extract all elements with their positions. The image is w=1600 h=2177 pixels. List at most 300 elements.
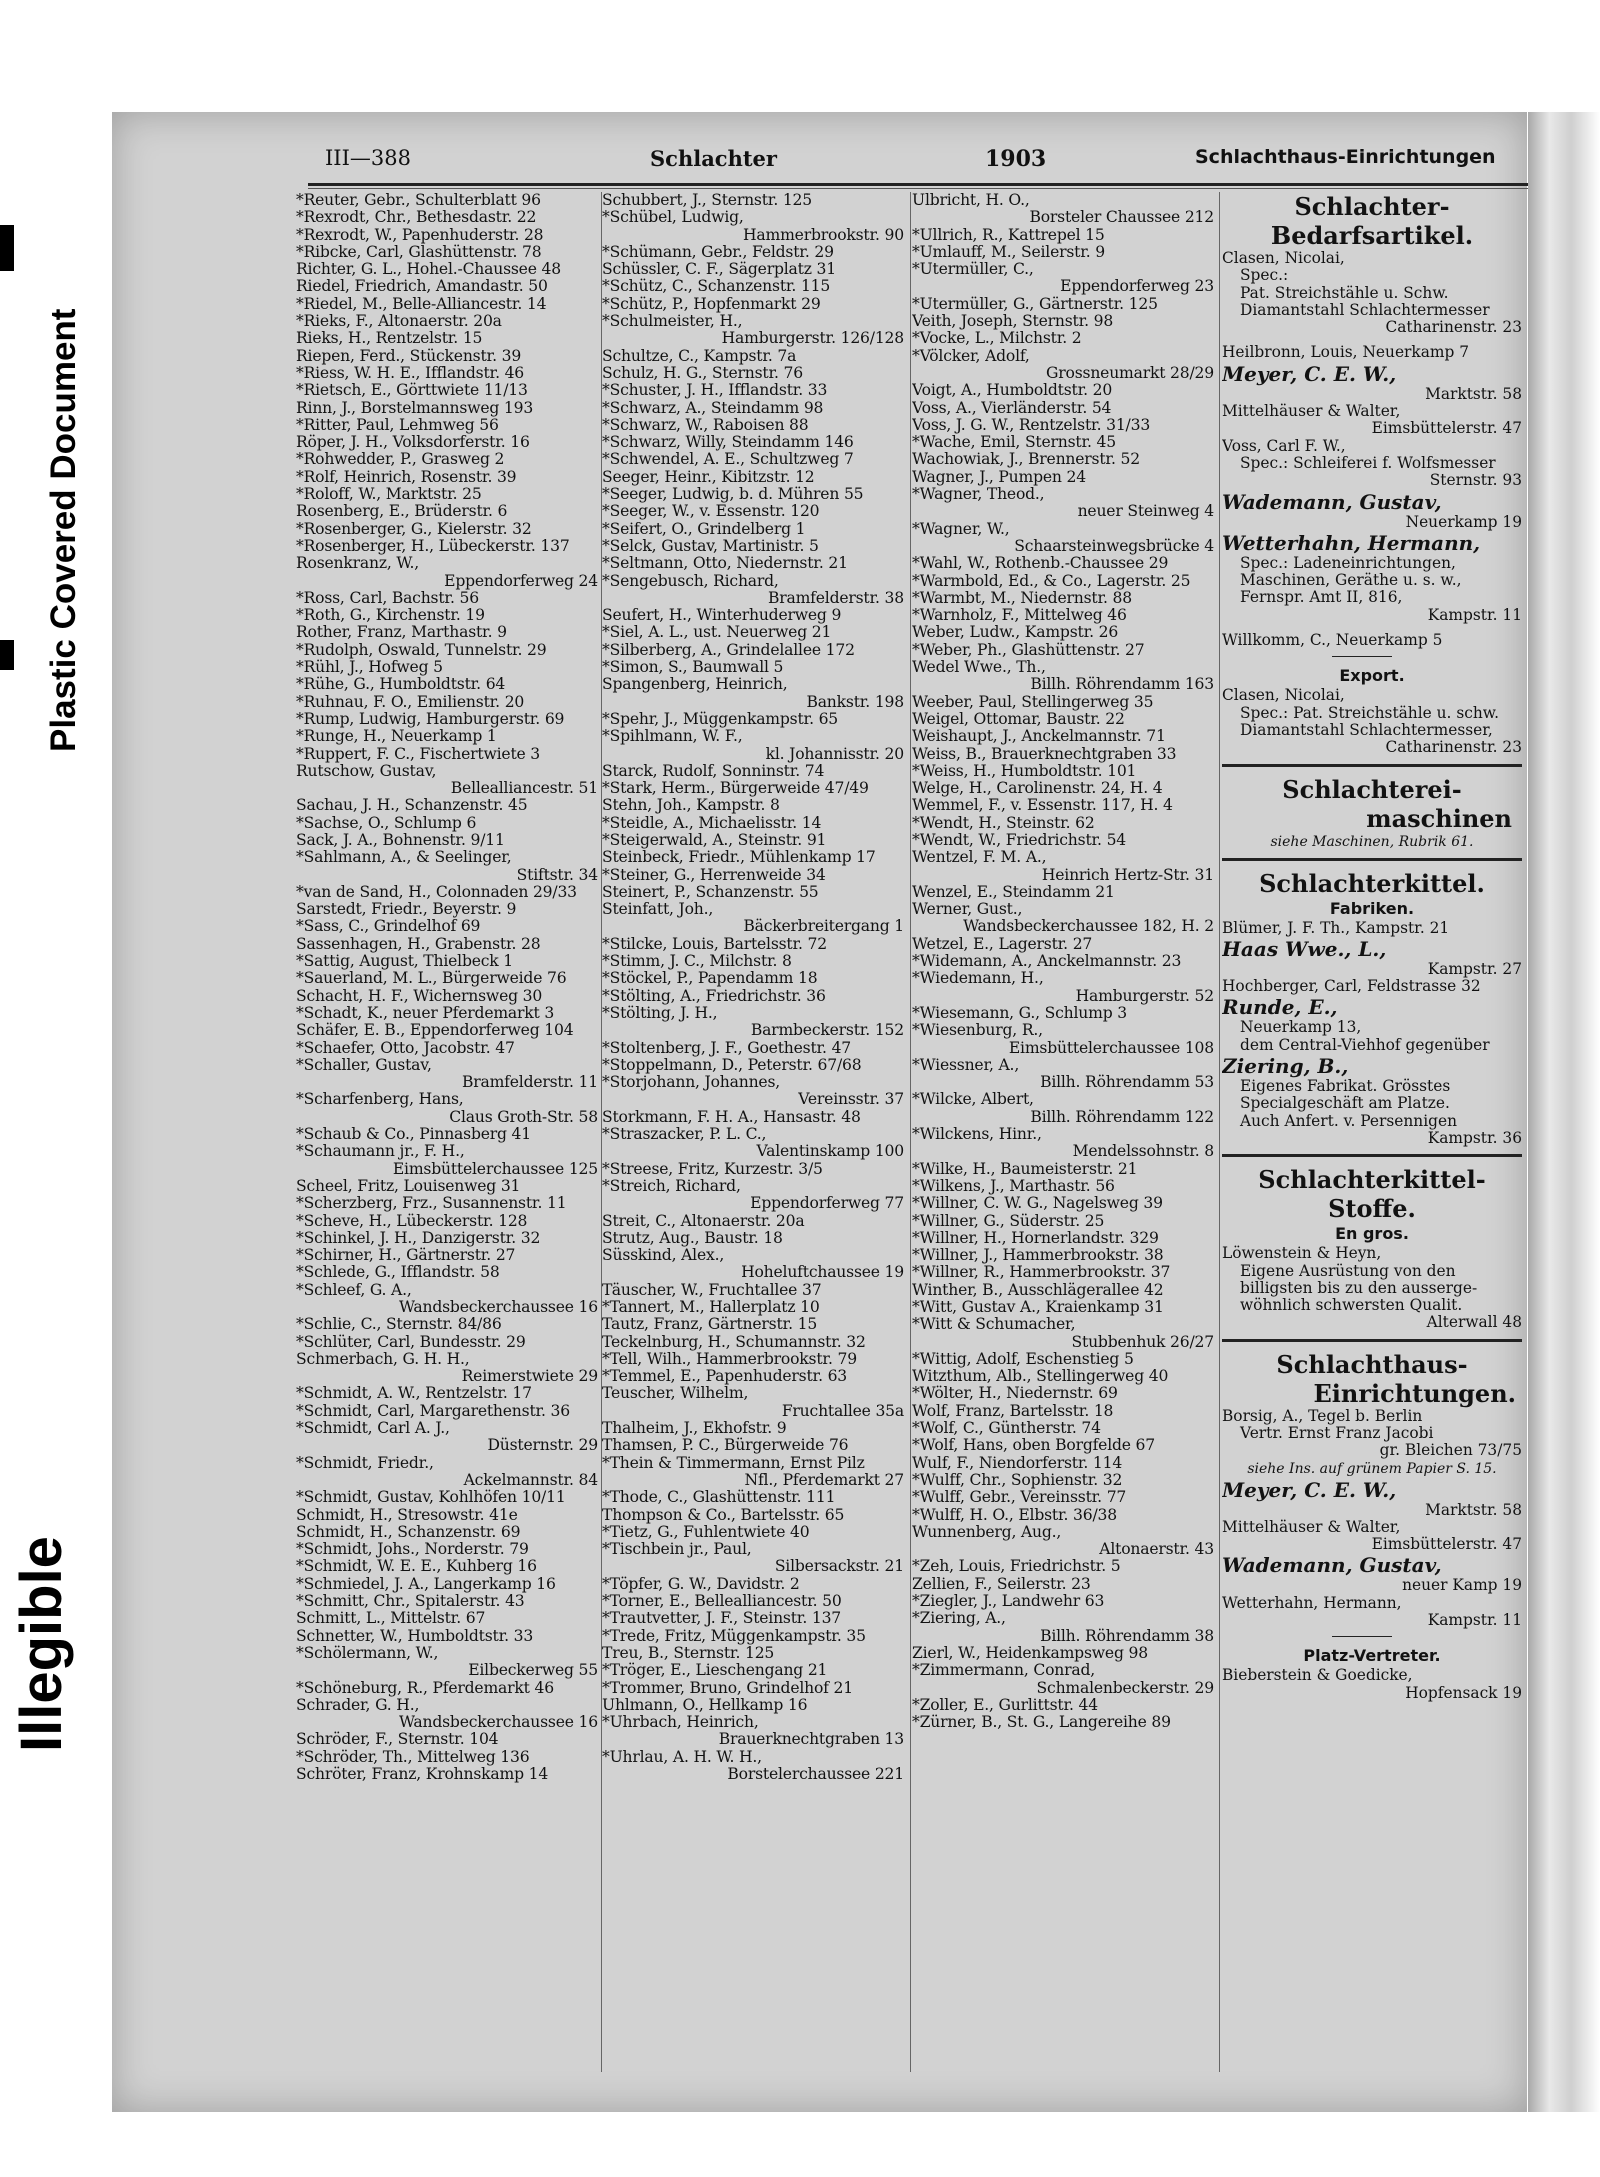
directory-entry: Eppendorferweg 77 — [750, 1195, 904, 1213]
directory-entry: *Stark, Herm., Bürgerweide 47/49 — [602, 780, 869, 798]
directory-column-1 — [296, 192, 602, 2072]
ad-line: Wademann, Gustav, — [1222, 1553, 1442, 1578]
directory-entry: Weeber, Paul, Stellingerweg 35 — [912, 693, 1154, 711]
directory-entry: Bellealliancestr. 51 — [450, 780, 598, 798]
directory-entry: *Temmel, E., Papenhuderstr. 63 — [602, 1368, 848, 1386]
page-header — [210, 146, 1550, 176]
ad-maschinen — [1222, 775, 1522, 851]
ad-subheading: Export. — [1339, 666, 1405, 686]
directory-entry: Billh. Röhrendamm 53 — [1040, 1074, 1214, 1092]
directory-entry: Sachau, J. H., Schanzenstr. 45 — [296, 797, 528, 815]
directory-entry: Werner, Gust., — [912, 901, 1023, 919]
directory-entry: Schmitt, L., Mittelstr. 67 — [296, 1610, 486, 1628]
directory-entry: *Steigerwald, A., Steinstr. 91 — [602, 831, 827, 849]
directory-entry: *Schlüter, Carl, Bundesstr. 29 — [296, 1333, 526, 1351]
ad-line: Vertr. Ernst Franz Jacobi — [1240, 1424, 1434, 1442]
ad-line: Wademann, Gustav, — [1222, 489, 1442, 514]
directory-entry: *Ritter, Paul, Lehmweg 56 — [296, 416, 499, 434]
directory-entry: *Storjohann, Johannes, — [602, 1074, 781, 1092]
directory-entry: *Schwarz, Willy, Steindamm 146 — [602, 434, 854, 452]
directory-entry: Reimerstwiete 29 — [461, 1368, 598, 1386]
directory-entry: neuer Steinweg 4 — [1077, 503, 1214, 521]
directory-entry: Schultze, C., Kampstr. 7a — [602, 347, 797, 365]
directory-entry: *Schmidt, W. E. E., Kuhberg 16 — [296, 1558, 537, 1576]
directory-entry: *Roth, G., Kirchenstr. 19 — [296, 607, 485, 625]
directory-entry: *Wilke, H., Baumeisterstr. 21 — [912, 1160, 1138, 1178]
plastic-covered-label: Plastic Covered Document — [44, 308, 83, 752]
directory-entry: Richter, G. L., Hohel.-Chaussee 48 — [296, 261, 561, 279]
directory-entry: *Schinkel, J. H., Danzigerstr. 32 — [296, 1229, 541, 1247]
ad-schlachthaus-einrichtungen — [1222, 1350, 1522, 1702]
ad-divider — [1222, 858, 1522, 861]
directory-entry: Seeger, Heinr., Kibitzstr. 12 — [602, 468, 815, 486]
directory-entry: *Rohwedder, P., Grasweg 2 — [296, 451, 505, 469]
directory-entry: *Weiss, H., Humboldtstr. 101 — [912, 762, 1137, 780]
ad-line: neuer Kamp 19 — [1402, 1577, 1522, 1595]
ad-line: Eigene Ausrüstung von den — [1240, 1262, 1456, 1280]
directory-entry: *Wulff, Chr., Sophienstr. 32 — [912, 1471, 1123, 1489]
directory-entry: *Rump, Ludwig, Hamburgerstr. 69 — [296, 710, 565, 728]
ad-line: Diamantstahl Schlachtermesser — [1240, 301, 1490, 319]
directory-entry: Bankstr. 198 — [806, 693, 904, 711]
directory-entry: *Rexrodt, W., Papenhuderstr. 28 — [296, 226, 544, 244]
ad-line: gr. Bleichen 73/75 — [1379, 1442, 1522, 1460]
directory-entry: Schmalenbeckerstr. 29 — [1036, 1679, 1214, 1697]
directory-entry: *Wagner, Theod., — [912, 486, 1045, 504]
directory-entry: Hammerbrookstr. 90 — [743, 226, 904, 244]
directory-entry: *Utermüller, C., — [912, 261, 1034, 279]
directory-entry: *Ziering, A., — [912, 1610, 1006, 1628]
ad-line: Pat. Streichstähle u. Schw. — [1240, 284, 1449, 302]
directory-entry: *Wiedemann, H., — [912, 970, 1044, 988]
directory-entry: *Schwarz, W., Raboisen 88 — [602, 416, 809, 434]
directory-entry: *Seeger, W., v. Essenstr. 120 — [602, 503, 820, 521]
directory-entry: Hamburgerstr. 126/128 — [721, 330, 904, 348]
directory-entry: *Ullrich, R., Kattrepel 15 — [912, 226, 1105, 244]
directory-entry: Welge, H., Carolinenstr. 24, H. 4 — [912, 780, 1163, 798]
directory-entry: *Roloff, W., Marktstr. 25 — [296, 486, 482, 504]
directory-entry: Täuscher, W., Fruchtallee 37 — [602, 1281, 822, 1299]
directory-entry: Eilbeckerweg 55 — [468, 1662, 598, 1680]
directory-entry: *Zoller, E., Gurlittstr. 44 — [912, 1696, 1098, 1714]
cut-off-glyph — [0, 640, 14, 670]
directory-entry: *Steidle, A., Michaelisstr. 14 — [602, 814, 822, 832]
ad-line: Neuerkamp 13, — [1240, 1019, 1362, 1037]
ad-line: Specialgeschäft am Platze. — [1240, 1095, 1450, 1113]
directory-entry: Wandsbeckerchaussee 16 — [398, 1299, 598, 1316]
short-divider — [1332, 1636, 1392, 1637]
directory-entry: Eppendorferweg 23 — [1060, 278, 1214, 296]
ad-line: Clasen, Nicolai, — [1222, 250, 1345, 267]
ad-line: Sternstr. 93 — [1429, 472, 1522, 490]
directory-entry: *Siel, A. L., ust. Neuerweg 21 — [602, 624, 832, 642]
directory-entry: *Schröder, Th., Mittelweg 136 — [296, 1748, 530, 1766]
directory-entry: Stubbenhuk 26/27 — [1071, 1333, 1214, 1351]
ad-heading: Stoffe. — [1328, 1194, 1416, 1224]
directory-entry: Altonaerstr. 43 — [1099, 1541, 1214, 1559]
directory-entry: *van de Sand, H., Colonnaden 29/33 — [296, 883, 577, 901]
directory-entry: *Schulmeister, H., — [602, 313, 743, 331]
ad-line: Diamantstahl Schlachtermesser, — [1240, 721, 1493, 739]
directory-entry: Schäfer, E. B., Eppendorferweg 104 — [296, 1022, 574, 1040]
ad-line: Wetterhahn, Hermann, — [1222, 1594, 1402, 1612]
directory-entry: *Schwarz, A., Steindamm 98 — [602, 399, 824, 417]
directory-entry: *Thode, C., Glashüttenstr. 111 — [602, 1489, 836, 1507]
ad-line: billigsten bis zu den ausserge- — [1240, 1279, 1478, 1297]
directory-entry: *Stölting, J. H., — [602, 1004, 718, 1022]
directory-entry: *Sengebusch, Richard, — [602, 572, 779, 590]
ad-line: Meyer, C. E. W., — [1222, 361, 1397, 386]
directory-column-2 — [602, 192, 908, 2072]
directory-entry: *Wilkens, J., Marthastr. 56 — [912, 1177, 1115, 1195]
directory-entry: Ackelmannstr. 84 — [463, 1471, 598, 1489]
ad-line: dem Central-Viehhof gegenüber — [1240, 1036, 1490, 1054]
ad-line: Eimsbüttelerstr. 47 — [1371, 420, 1522, 438]
page-edge-shadow — [1528, 112, 1600, 2112]
ad-line: Bieberstein & Goedicke, — [1222, 1667, 1413, 1685]
header-rule-thin — [308, 188, 1528, 189]
directory-entry: Claus Groth-Str. 58 — [449, 1108, 598, 1126]
directory-entry: Wagner, J., Pumpen 24 — [912, 468, 1086, 486]
directory-entry: Schacht, H. F., Wichernsweg 30 — [296, 987, 543, 1005]
directory-entry: Wandsbeckerchaussee 182, H. 2 — [963, 918, 1214, 936]
directory-entry: *Seeger, Ludwig, b. d. Mühren 55 — [602, 486, 864, 504]
directory-entry: *Sahlmann, A., & Seelinger, — [296, 849, 512, 867]
directory-entry: *Schmiedel, J. A., Langerkamp 16 — [296, 1575, 556, 1593]
directory-entry: Steinfatt, Joh., — [602, 901, 714, 919]
directory-entry: *Willner, C. W. G., Nagelsweg 39 — [912, 1195, 1163, 1213]
directory-entry: *Schadt, K., neuer Pferdemarkt 3 — [296, 1004, 555, 1022]
directory-entry: *Willner, G., Süderstr. 25 — [912, 1212, 1105, 1230]
directory-entry: *Stöckel, P., Papendamm 18 — [602, 970, 818, 988]
ad-subheading: Platz-Vertreter. — [1303, 1646, 1441, 1666]
directory-entry: *Wiessner, A., — [912, 1056, 1020, 1074]
directory-entry: *Thein & Timmermann, Ernst Pilz — [602, 1454, 865, 1472]
directory-entry: *Schöneburg, R., Pferdemarkt 46 — [296, 1679, 554, 1697]
directory-entry: Scheel, Fritz, Louisenweg 31 — [296, 1177, 521, 1195]
directory-entry: *Scherzberg, Frz., Susannenstr. 11 — [296, 1195, 567, 1213]
directory-entry: Wedel Wwe., Th., — [912, 659, 1046, 677]
directory-entry: *Straszacker, P. L. C., — [602, 1126, 767, 1144]
directory-entry: *Wölter, H., Niedernstr. 69 — [912, 1385, 1118, 1403]
directory-entry: *Schaller, Gustav, — [296, 1056, 432, 1074]
directory-entry: *Torner, E., Bellealliancestr. 50 — [602, 1593, 842, 1611]
directory-entry: *Streich, Richard, — [602, 1177, 741, 1195]
directory-entry: *Schmidt, Carl A. J., — [296, 1420, 450, 1438]
directory-entry: *Scharfenberg, Hans, — [296, 1091, 464, 1109]
directory-entry: Veith, Joseph, Sternstr. 98 — [912, 313, 1114, 331]
directory-entry: Schüssler, C. F., Sägerplatz 31 — [602, 261, 836, 279]
directory-entry: Rosenberg, E., Brüderstr. 6 — [296, 503, 508, 521]
directory-entry: Wetzel, E., Lagerstr. 27 — [912, 935, 1093, 953]
directory-entry: *Stoltenberg, J. F., Goethestr. 47 — [602, 1039, 852, 1057]
directory-entry: *Ruppert, F. C., Fischertwiete 3 — [296, 745, 541, 763]
directory-entry: Schmerbach, G. H. H., — [296, 1350, 470, 1368]
directory-entry: *Wulff, H. O., Elbstr. 36/38 — [912, 1506, 1117, 1524]
directory-entry: Silbersackstr. 21 — [774, 1558, 904, 1576]
ad-line: Kampstr. 11 — [1427, 1612, 1522, 1630]
directory-entry: *Rühe, G., Humboldtstr. 64 — [296, 676, 506, 694]
directory-entry: Eimsbüttelerchaussee 108 — [1008, 1039, 1214, 1057]
directory-entry: *Rietsch, E., Görttwiete 11/13 — [296, 382, 528, 400]
directory-entry: *Trommer, Bruno, Grindelhof 21 — [602, 1679, 853, 1697]
directory-entry: *Reuter, Gebr., Schulterblatt 96 — [296, 192, 541, 209]
ad-line: Spec.: — [1240, 267, 1289, 285]
directory-entry: Riepen, Ferd., Stückenstr. 39 — [296, 347, 522, 365]
directory-entry: Schulz, H. G., Sternstr. 76 — [602, 364, 803, 382]
directory-entry: *Willner, R., Hammerbrookstr. 37 — [912, 1264, 1171, 1282]
directory-entry: *Stoppelmann, D., Peterstr. 67/68 — [602, 1056, 862, 1074]
directory-entry: Tautz, Franz, Gärtnerstr. 15 — [602, 1316, 818, 1334]
directory-entry: *Sachse, O., Schlump 6 — [296, 814, 477, 832]
directory-entry: *Rühl, J., Hofweg 5 — [296, 659, 443, 677]
directory-entry: Wemmel, F., v. Essenstr. 117, H. 4 — [912, 797, 1173, 815]
advertisement-column — [1222, 192, 1522, 2072]
directory-entry: Starck, Rudolf, Sonninstr. 74 — [602, 762, 825, 780]
directory-entry: *Wiesenburg, R., — [912, 1022, 1043, 1040]
directory-entry: Thompson & Co., Bartelsstr. 65 — [602, 1506, 845, 1524]
directory-entry: *Umlauff, M., Seilerstr. 9 — [912, 243, 1106, 261]
directory-entry: *Schmidt, Gustav, Kohlhöfen 10/11 — [296, 1489, 566, 1507]
ad-line: Ziering, B., — [1222, 1054, 1349, 1079]
directory-entry: *Stölting, A., Friedrichstr. 36 — [602, 987, 826, 1005]
ad-line: Runde, E., — [1222, 995, 1338, 1020]
directory-entry: Rosenkranz, W., — [296, 555, 419, 573]
ad-divider — [1222, 1339, 1522, 1342]
directory-entry: Wenzel, E., Steindamm 21 — [912, 883, 1115, 901]
directory-entry: *Wolf, C., Güntherstr. 74 — [912, 1420, 1101, 1438]
ad-line: Marktstr. 58 — [1425, 1501, 1522, 1519]
directory-entry: *Zürner, B., St. G., Langereihe 89 — [912, 1714, 1171, 1732]
directory-entry: Valentinskamp 100 — [756, 1143, 904, 1161]
directory-entry: *Utermüller, G., Gärtnerstr. 125 — [912, 295, 1158, 313]
directory-entry: Eimsbüttelerchaussee 125 — [392, 1160, 598, 1178]
directory-entry: *Widemann, A., Anckelmannstr. 23 — [912, 953, 1182, 971]
header-title: Schlachter — [650, 146, 777, 171]
directory-entry: *Schmidt, Carl, Margarethenstr. 36 — [296, 1402, 571, 1420]
ad-note: siehe Maschinen, Rubrik 61. — [1270, 833, 1474, 850]
directory-entry: *Zeh, Louis, Friedrichstr. 5 — [912, 1558, 1121, 1576]
directory-entry: Nfl., Pferdemarkt 27 — [744, 1471, 904, 1489]
directory-entry: *Ziegler, J., Landwehr 63 — [912, 1593, 1105, 1611]
ad-line: Willkomm, C., Neuerkamp 5 — [1222, 632, 1443, 650]
directory-entry: *Weber, Ph., Glashüttenstr. 27 — [912, 641, 1145, 659]
directory-entry: Riedel, Friedrich, Amandastr. 50 — [296, 278, 548, 296]
directory-entry: Heinrich Hertz-Str. 31 — [1041, 866, 1214, 884]
directory-entry: *Warmbt, M., Niedernstr. 88 — [912, 589, 1132, 607]
directory-entry: Düsternstr. 29 — [487, 1437, 598, 1455]
directory-entry: *Simon, S., Baumwall 5 — [602, 659, 784, 677]
ad-line: Catharinenstr. 23 — [1385, 319, 1522, 337]
directory-entry: *Schaub & Co., Pinnasberg 41 — [296, 1126, 531, 1144]
directory-entry: *Schlede, G., Ifflandstr. 58 — [296, 1264, 500, 1282]
ad-line: Hopfensack 19 — [1405, 1684, 1522, 1702]
ad-line: Kampstr. 36 — [1427, 1129, 1522, 1147]
ad-line: Mittelhäuser & Walter, — [1222, 1518, 1401, 1536]
directory-entry: *Schmidt, Friedr., — [296, 1454, 434, 1472]
directory-entry: Ulbricht, H. O., — [912, 192, 1030, 209]
directory-entry: Schubbert, J., Sternstr. 125 — [602, 192, 813, 209]
directory-entry: *Wolf, Hans, oben Borgfelde 67 — [912, 1437, 1156, 1455]
header-year: 1903 — [985, 146, 1047, 172]
ad-line: Mittelhäuser & Walter, — [1222, 403, 1401, 421]
directory-entry: *Wache, Emil, Sternstr. 45 — [912, 434, 1116, 452]
directory-entry: *Rieks, F., Altonaerstr. 20a — [296, 313, 502, 331]
directory-entry: *Sattig, August, Thielbeck 1 — [296, 953, 514, 971]
directory-entry: *Tröger, E., Lieschengang 21 — [602, 1662, 828, 1680]
ad-line: Alterwall 48 — [1426, 1314, 1522, 1332]
illegible-label: Illegible — [9, 1536, 74, 1752]
ad-line: Meyer, C. E. W., — [1222, 1477, 1397, 1502]
directory-entry: *Schuster, J. H., Ifflandstr. 33 — [602, 382, 828, 400]
ad-line: wöhnlich schwersten Qualit. — [1240, 1297, 1463, 1315]
directory-entry: *Warmbold, Ed., & Co., Lagerstr. 25 — [912, 572, 1191, 590]
directory-entry: kl. Johannisstr. 20 — [765, 745, 904, 763]
ad-subheading: Fabriken. — [1329, 898, 1415, 918]
directory-entry: *Wiesemann, G., Schlump 3 — [912, 1004, 1127, 1022]
directory-entry: *Scheve, H., Lübeckerstr. 128 — [296, 1212, 528, 1230]
ad-line: Kampstr. 27 — [1427, 960, 1522, 978]
directory-entry: Schmidt, H., Schanzenstr. 69 — [296, 1523, 521, 1541]
ad-line: Auch Anfert. v. Persennigen — [1240, 1112, 1458, 1130]
directory-entry: *Tischbein jr., Paul, — [602, 1541, 752, 1559]
directory-entry: *Rolf, Heinrich, Rosenstr. 39 — [296, 468, 517, 486]
ad-divider — [1222, 1154, 1522, 1157]
directory-entry: *Riedel, M., Belle-Alliancestr. 14 — [296, 295, 547, 313]
directory-entry: Bramfelderstr. 11 — [461, 1074, 598, 1092]
directory-entry: *Schmidt, A. W., Rentzelstr. 17 — [296, 1385, 532, 1403]
directory-entry: Wulf, F., Niendorferstr. 114 — [912, 1454, 1123, 1472]
directory-entry: Storkmann, F. H. A., Hansastr. 48 — [602, 1108, 861, 1126]
directory-entry: Stiftstr. 34 — [516, 866, 598, 884]
directory-entry: Witzthum, Alb., Stellingerweg 40 — [912, 1368, 1169, 1386]
column-divider — [910, 192, 911, 2072]
directory-entry: Treu, B., Sternstr. 125 — [602, 1644, 775, 1662]
directory-entry: Seufert, H., Winterhuderweg 9 — [602, 607, 842, 625]
directory-entry: *Schirner, H., Gärtnerstr. 27 — [296, 1247, 516, 1265]
directory-entry: *Wahl, W., Rothenb.-Chaussee 29 — [912, 555, 1169, 573]
directory-entry: Rinn, J., Borstelmannsweg 193 — [296, 399, 534, 417]
ad-line — [1222, 624, 1522, 632]
directory-entry: *Schleef, G. A., — [296, 1281, 412, 1299]
directory-entry: Fruchtallee 35a — [781, 1402, 904, 1420]
short-divider — [1332, 656, 1392, 657]
directory-entry: *Warnholz, F., Mittelweg 46 — [912, 607, 1127, 625]
page-number: III—388 — [325, 146, 411, 170]
directory-entry: Wachowiak, J., Brennerstr. 52 — [912, 451, 1140, 469]
ad-line: Spec.: Pat. Streichstähle u. schw. — [1240, 704, 1500, 722]
ad-schlachterkittel — [1222, 869, 1522, 1148]
ad-line: Marktstr. 58 — [1425, 385, 1522, 403]
ad-line: Borsig, A., Tegel b. Berlin — [1222, 1407, 1423, 1425]
directory-entry: Billh. Röhrendamm 122 — [1030, 1108, 1214, 1126]
directory-entry: Sarstedt, Friedr., Beyerstr. 9 — [296, 901, 517, 919]
directory-entry: *Uhrlau, A. H. W. H., — [602, 1748, 762, 1766]
ad-line: Voss, Carl F. W., — [1222, 437, 1346, 455]
directory-entry: *Zimmermann, Conrad, — [912, 1662, 1096, 1680]
ad-heading: Einrichtungen. — [1313, 1378, 1516, 1408]
ad-line: Fernspr. Amt II, 816, — [1240, 589, 1403, 607]
directory-entry: *Tannert, M., Hallerplatz 10 — [602, 1299, 820, 1316]
ad-line: Wetterhahn, Hermann, — [1222, 530, 1481, 555]
directory-entry: *Seifert, O., Grindelberg 1 — [602, 520, 806, 538]
directory-entry: Voigt, A., Humboldtstr. 20 — [912, 382, 1113, 400]
directory-entry: Hoheluftchaussee 19 — [741, 1264, 904, 1282]
ad-heading: Schlachthaus- — [1276, 1349, 1468, 1379]
directory-entry: Zellien, F., Seilerstr. 23 — [912, 1575, 1091, 1593]
directory-entry: *Wilcke, Albert, — [912, 1091, 1034, 1109]
ad-line: Hochberger, Carl, Feldstrasse 32 — [1222, 978, 1481, 996]
directory-entry: *Ross, Carl, Bachstr. 56 — [296, 589, 479, 607]
ad-line: Löwenstein & Heyn, — [1222, 1245, 1382, 1263]
directory-entry: *Wilckens, Hinr., — [912, 1126, 1042, 1144]
ad-heading: maschinen — [1366, 803, 1512, 833]
ad-line: Heilbronn, Louis, Neuerkamp 7 — [1222, 344, 1470, 362]
ad-line: Eimsbüttelerstr. 47 — [1371, 1536, 1522, 1554]
ad-heading: Schlachterkittel- — [1258, 1165, 1486, 1195]
directory-entry: *Schümann, Gebr., Feldstr. 29 — [602, 243, 834, 261]
directory-entry: *Steiner, G., Herrenweide 34 — [602, 866, 826, 884]
directory-entry: *Uhrbach, Heinrich, — [602, 1714, 759, 1732]
directory-entry: *Trautvetter, J. F., Steinstr. 137 — [602, 1610, 842, 1628]
directory-entry: Wandsbeckerchaussee 16 — [398, 1714, 598, 1732]
directory-entry: Billh. Röhrendamm 38 — [1040, 1627, 1214, 1645]
directory-entry: Schröter, Franz, Krohnskamp 14 — [296, 1766, 549, 1784]
directory-entry: *Schmidt, Johs., Norderstr. 79 — [296, 1541, 529, 1559]
directory-entry: Grossneumarkt 28/29 — [1046, 364, 1214, 382]
directory-entry: Bramfelderstr. 38 — [767, 589, 904, 607]
directory-entry: Steinert, P., Schanzenstr. 55 — [602, 883, 819, 901]
directory-entry: Rieks, H., Rentzelstr. 15 — [296, 330, 483, 348]
directory-entry: Thalheim, J., Ekhofstr. 9 — [602, 1420, 787, 1438]
directory-entry: Schnetter, W., Humboldtstr. 33 — [296, 1627, 534, 1645]
directory-entry: Stehn, Joh., Kampstr. 8 — [602, 797, 780, 815]
directory-entry: Weigel, Ottomar, Baustr. 22 — [912, 710, 1125, 728]
directory-entry: *Schübel, Ludwig, — [602, 209, 744, 227]
ad-line: Blümer, J. F. Th., Kampstr. 21 — [1222, 919, 1450, 937]
directory-entry: *Runge, H., Neuerkamp 1 — [296, 728, 497, 746]
directory-entry: Schrader, G. H., — [296, 1696, 420, 1714]
directory-entry: *Rexrodt, Chr., Bethesdastr. 22 — [296, 209, 537, 227]
header-section: Schlachthaus-Einrichtungen — [1195, 146, 1496, 168]
directory-entry: *Spehr, J., Müggenkampstr. 65 — [602, 710, 839, 728]
directory-entry: *Selck, Gustav, Martinistr. 5 — [602, 537, 819, 555]
directory-entry: *Willner, H., Hornerlandstr. 329 — [912, 1229, 1159, 1247]
directory-entry: Eppendorferweg 24 — [444, 572, 598, 590]
directory-entry: Schmidt, H., Stresowstr. 41e — [296, 1506, 518, 1524]
directory-entry: *Witt & Schumacher, — [912, 1316, 1076, 1334]
directory-entry: *Wendt, W., Friedrichstr. 54 — [912, 831, 1127, 849]
directory-entry: *Streese, Fritz, Kurzestr. 3/5 — [602, 1160, 823, 1178]
ad-line: Maschinen, Geräthe u. s. w., — [1240, 572, 1462, 590]
directory-entry: *Tietz, G., Fuhlentwiete 40 — [602, 1523, 810, 1541]
directory-entry: *Ruhnau, F. O., Emilienstr. 20 — [296, 693, 525, 711]
directory-entry: Süsskind, Alex., — [602, 1247, 725, 1265]
header-rule — [308, 183, 1528, 186]
directory-entry: Weber, Ludw., Kampstr. 26 — [912, 624, 1119, 642]
ad-line: Kampstr. 11 — [1427, 606, 1522, 624]
ad-line — [1222, 336, 1522, 344]
directory-column-3 — [912, 192, 1218, 2072]
ad-heading: Schlachter- — [1294, 192, 1450, 221]
directory-entry: *Sauerland, M. L., Bürgerweide 76 — [296, 970, 567, 988]
directory-entry: Borstelerchaussee 221 — [727, 1766, 904, 1784]
directory-entry: *Wittig, Adolf, Eschenstieg 5 — [912, 1350, 1134, 1368]
directory-entry: *Tell, Wilh., Hammerbrookstr. 79 — [602, 1350, 857, 1368]
directory-entry: *Rosenberger, G., Kielerstr. 32 — [296, 520, 532, 538]
directory-entry: *Stimm, J. C., Milchstr. 8 — [602, 953, 792, 971]
directory-entry: *Schütz, C., Schanzenstr. 115 — [602, 278, 831, 296]
